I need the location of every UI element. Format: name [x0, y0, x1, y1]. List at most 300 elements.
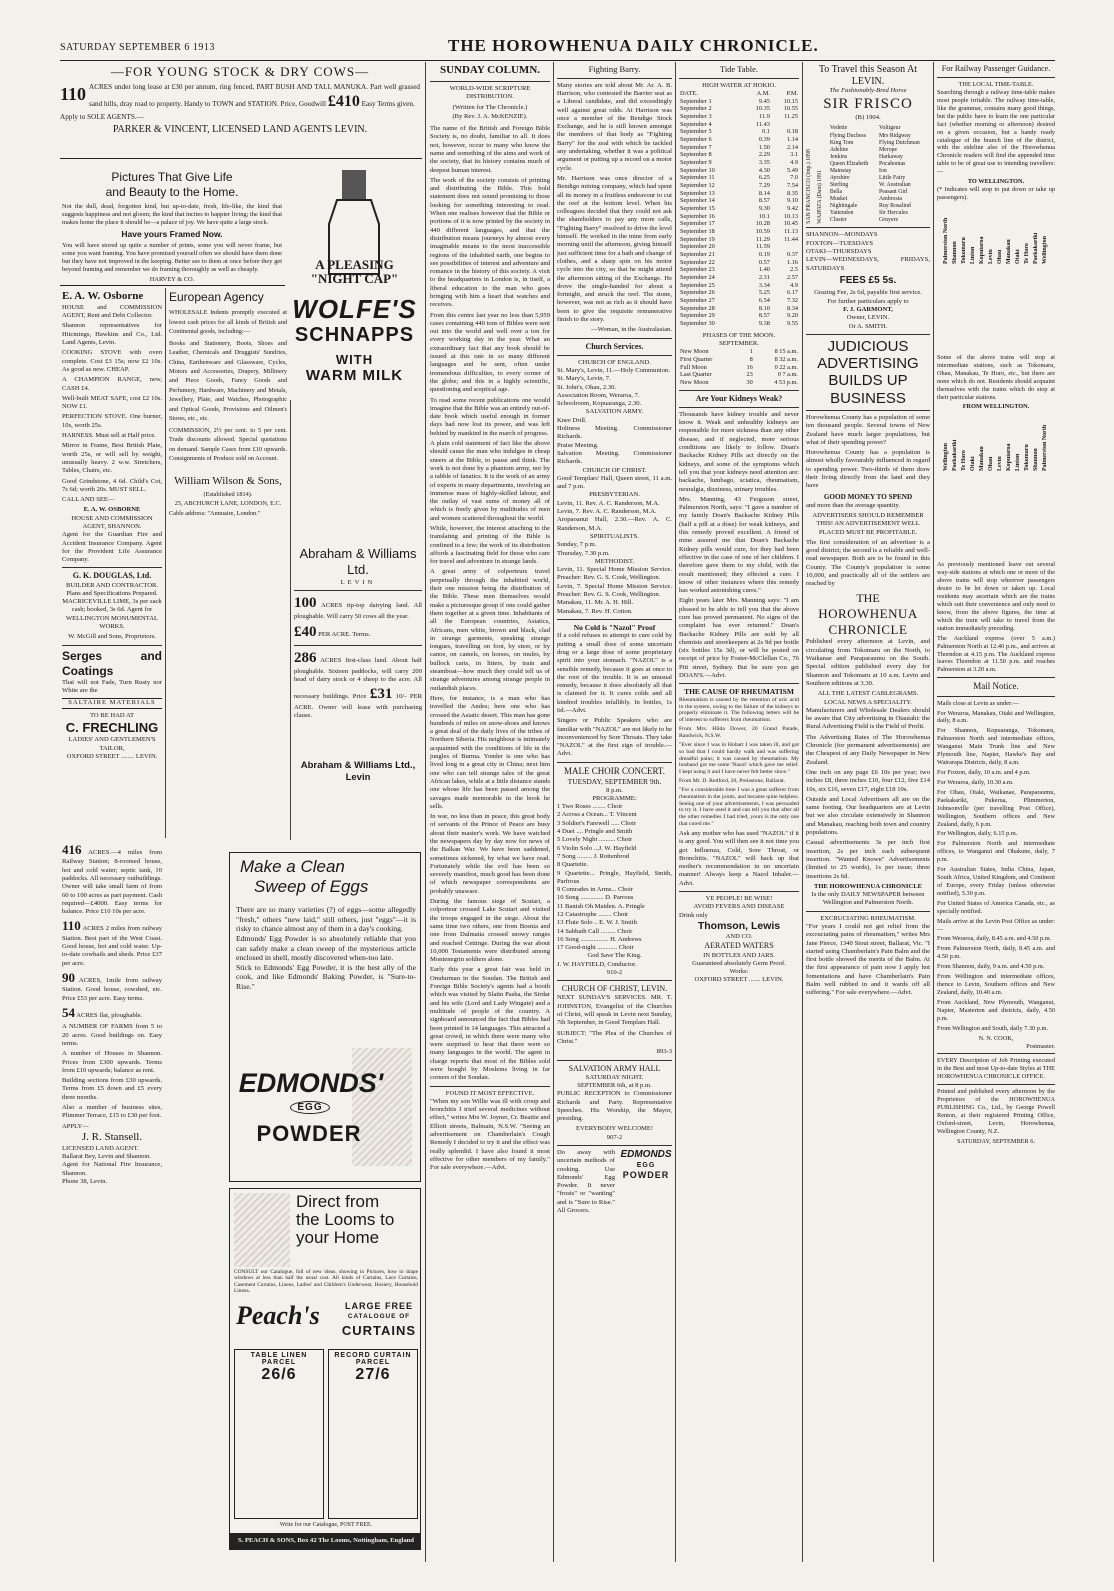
peach-t1: TABLE LINEN PARCEL: [250, 1352, 308, 1366]
rheum-paragraph: Rheumatism is caused by the retention of uric acid in the system, owing to the failure of the kidneys to properly eliminate it. The following letters will be of interest to sufferers from rheumatism.: [679, 696, 799, 724]
tide-row: September 21 0.19 0.37: [680, 251, 798, 259]
tide-row: September 19 11.29 11.44: [680, 235, 798, 243]
frisco-fee: FEES £5 5s.: [839, 274, 897, 286]
peach-h1: Direct from: [296, 1192, 380, 1211]
edmonds-small-powder: POWDER: [622, 1170, 670, 1181]
railway-p3: As previously mentioned leave out several way-side stations at which one or more of the above trains will stop wherever passengers desire to be let down or taken up. Local residents may ascertain which are the trains which suit their convenience and only need to know, from the above figures, the time at which the train will take to travel from the station immediately preceding.: [937, 561, 1055, 632]
tide-row: September 27 6.54 7.32: [680, 297, 798, 305]
sunday-paragraph: During the famous siege of Scutari, a colporteur crossed Lake Scutari and visited the troops engaged in the siege. About the same time two others, one from Bosnia and one from Dalmatia crossed snowy ranges and reached Cettinge. During the war about 10,000 Testaments were distributed among Montenegrin soldiers alone.: [430, 898, 550, 964]
serges-got: TO BE HAD AT: [89, 711, 135, 719]
station-label: Paekakariki: [1032, 232, 1039, 264]
frisco-date: OTAKI—THURSDAYS: [806, 247, 872, 255]
rheum-paragraph: From Mr. D. Redford, 20, Prelastone, Ballarat.: [679, 778, 786, 785]
sunday-paragraph: A plain cold statement of fact like the above should cause the man who indulges in cheap sneers at the Bible, to pause and think. The work is not done by a phantom army, nor by a rabble of fanatics. It is the work of an army of experts in many departments, involving an immense mass of highly-skilled labour, and the outlay of vast sums of money all of which is freely given by multitudes of men and women scattered throughout the world.: [430, 440, 550, 522]
edmonds-small-brand: EDMONDS: [620, 1148, 672, 1160]
tide-column: [679, 64, 799, 1554]
masthead-rule: [60, 60, 1055, 61]
ad-pictures-h1: Pictures That Give Life: [111, 170, 233, 184]
peach-h2: the Looms to: [296, 1209, 395, 1229]
thomson-addr: OXFORD STREET ....... LEVIN.: [694, 976, 784, 984]
mail-postmaster: N. N. COOK,: [978, 1034, 1014, 1042]
mail-item: For Australian States, India China, Japan, South Africa, United Kingdom, and Continent of Europe, every Friday (unless otherwise notified), 5.30 p.m.: [937, 866, 1055, 897]
station-label: Ohau: [987, 457, 994, 472]
judicious-p3: and more than the average quantity.: [806, 501, 901, 509]
ad-wolfes-slogan2: "NIGHT CAP": [310, 271, 399, 287]
tide-row: September 20 11.59: [680, 243, 770, 251]
church-item: Good Templars' Hall, Queen street, 11 a.m. and 7 p.m.: [557, 474, 672, 491]
peach-note: Write for our Catalogue, POST FREE.: [279, 1522, 373, 1528]
tide-row: September 4 11.43: [680, 120, 770, 128]
church-item: Schoolroom, Kopuaranga, 2.30.: [557, 400, 642, 408]
kidneys-paragraph: Mrs. Manning, 43 Ferguson street, Palmerston North, says: "I gave a number of my family Doan's Backache Kidney Pills (half a pill at a dose) for weak kidneys, and this remedy proved excellent. A friend of mine assured me that Doan's Backache Kidney pills would cure, for they had been effective in the case of one of her children. I therefore gave them to my child, with the result mentioned; they effected a cure. I know of other instances where this remedy has worked astonishing cures.": [679, 495, 799, 595]
ad-pictures: [62, 170, 282, 282]
concert-item: 10 Song .............. D. Parrous: [557, 894, 634, 902]
serges-heading: Serges and Coatings: [62, 648, 162, 678]
osborne-footer3: Agent for the Guardian Fire and Accident Insurance Company. Agent for the Provident Life Assurance Company.: [62, 531, 162, 564]
mail-item: From Shannon, daily, 9 a.m. and 4.50 p.m.: [937, 963, 1045, 971]
pedigree-row: Nightingale Ruy Rosalind: [829, 203, 911, 210]
ad-wolfes: [287, 164, 422, 390]
frechling-name: C. FRECHLING: [65, 720, 159, 736]
peach-h3: your Home: [296, 1227, 380, 1247]
concert-item: 17 Good-night ............ Choir: [557, 944, 634, 952]
mail-item: From Palmerston North, daily, 8.45 a.m. and 4.50 p.m.: [937, 945, 1055, 961]
station-label: Kopuiaroa: [978, 236, 985, 264]
frisco-date: LEVIN—WEDNESDAYS, FRIDAYS, SATURDAYS: [806, 256, 930, 272]
issue-date: SATURDAY SEPTEMBER 6 1913: [60, 42, 215, 53]
concert-item: 8 Quartette.: [557, 861, 589, 869]
stansell-apply: APPLY—: [62, 1122, 89, 1130]
ad-young-stock-acres: 110: [60, 84, 87, 105]
european-firm: William Wilson & Sons,: [174, 475, 282, 488]
church-item: SALVATION ARMY.: [585, 408, 644, 416]
chronicle-local: LOCAL NEWS A SPECIALITY.: [824, 698, 912, 706]
tide-row: September 17 10.28 10.45: [680, 220, 798, 228]
chronicle-p1: Published every afternoon at Levin, and circulating from Tokomaru on the North, to Waikanae and Paraparaumu on the South. Special edition published every day for Shannon and Tokomaru at 10 a.m. Levin and Southern editions at 3.30.: [806, 638, 930, 687]
masthead: [60, 38, 1050, 60]
nazol-p: If a cold refuses to attempt to cure cold by putting a small dose of some uncertain drug or a large dose of some proprietary spirit into your stomach. "NAZOL" is a sensible remedy, because it goes at once to the root of the trouble. It is an unusual remedy, because it does absolutely all that is claimed for it. It cures colds and all kindred troubles infallibly. In bottles, 1s 6d.—Advt.: [557, 632, 672, 714]
railway-heading: For Railway Passenger Guidance.: [941, 64, 1051, 73]
ad-young-stock-price: £410: [327, 93, 360, 111]
tide-row: September 2 10.35 10.55: [680, 105, 798, 113]
chronicle-p5: Outside and Local Advertisers all are on the same footing. Our headquarters are at Levin but we also circulate extensively in Shannon and Manakau, reaching both town and country populations.: [806, 795, 930, 837]
imprint: Printed and published every afternoon by the Proprietors of the HOROWHENUA PUBLISHING Co., Ltd., by George Powell Renton, at their registered Printing Office, Oxford-street, Levin, Horowhenua, Wellington County, N.Z.: [937, 1088, 1055, 1135]
concert-item: 4 Duet .... Pringle and Smith: [557, 828, 633, 836]
pedigree-row: Bella Peasant Girl: [829, 189, 908, 196]
abraham-a2p: £31: [369, 685, 393, 702]
barry-paragraph: Mr. Harrison was once director of a Bendigo mining company, which had spent all its money in a fruitless endeavour to cut the reef at the bottom level. When his colleagues decided that they could not ask the shareholders to pay any more calls, "Fighting Barry" resolved to drive the level himself. He worked in the mine from early morning until the afternoon, giving himself just sufficient time for a bath and change of clothes, and a sharp spin on his motor cycle into the city, so that he might attend the afternoon sitting of the Exchange. He drove the single-handed for about a fortnight, and struck the reef. The stone, however, was not as rich as it should have been to give the requisite remunerative finish to the story.: [557, 174, 672, 324]
kidneys-paragraph: Eight years later Mrs. Manning says: "I am pleased to be able to tell you that the above cure has proved permanent. No signs of the complaint has ever returned." Doan's Backache Kidney Pills are sold by all chemists and storekeepers at 2s 9d per bottle (six bottles 15s 3d), or will be posted on receipt of price by Foster-McClellan Co., 76 Pitt street, Sydney. But be sure you get DOAN'S.—Advt.: [679, 597, 799, 680]
railway-p: Searching through a railway time-table makes most people irritable. The railway time-table, like the grammar, contains many good things, but the public have to learn the one particular fact (whether morning or afternoon) desired on a given occasion, but a handy ready catalogue of the branch line of the district, with the sideline also of the Horowhenua Chronicle readers will find the appended time table to be of great use to intending travellers:—: [937, 89, 1055, 176]
ad-young-stock: [60, 64, 420, 156]
concert-item: 13 Flute Solo .. E. W. J. Smith: [557, 919, 637, 927]
tide-row: September 30 9.38 9.55: [680, 320, 798, 328]
moon-phase-row: Full Moon 16 0 22 a.m.: [680, 363, 798, 371]
thomson-t1: YE PEOPLE! BE WISE!: [705, 895, 773, 903]
thomson-bot: IN BOTTLES AND JARS.: [703, 951, 775, 959]
stansell-p1: A NUMBER OF FARMS from 5 to 20 acres. Good buildings on. Easy terms.: [62, 1023, 162, 1047]
nazol-heading: No Cold is "Nazol" Proof: [573, 622, 656, 632]
sunday-paragraph: Here, for instance, is a man who has travelled the Andes; here one who has crossed the Asiatic desert. This man has gone hundreds of miles on snow-shoes and knows a great deal of the daily lives of the tribes of Northern Siberia. His neighbour is intimately acquainted with the conditions of life in the jungles of Burma. Yonder is one who has lived long in a great city in China; next him one who can tell strange tales of the great African lakes, while at a little distance stands one whose life has been passed among the savages made memorable in the book he sells.: [430, 694, 550, 810]
ad-wolfes-with: WITH: [335, 352, 374, 367]
pedigree-row: Ayrshire Little Fairy: [829, 174, 906, 181]
tide-row: September 25 3.34 4.9: [680, 281, 798, 289]
chronicle-name2: CHRONICLE: [828, 622, 908, 638]
douglas-l3: W. McGill and Sons, Proprietors.: [68, 633, 156, 641]
abraham-town: LEVIN: [340, 578, 376, 586]
osborne-item: A CHAMPION RANGE, new, CASH £4.: [62, 376, 162, 392]
tide-row: September 9 3.35 4.9: [680, 159, 798, 167]
church-item: Holiness Meeting. Commissioner Richards.: [557, 425, 672, 441]
ad-young-stock-agents: PARKER & VINCENT, LICENSED LAND AGENTS LEVIN.: [112, 123, 368, 135]
edmonds-h2: Sweep of Eggs: [254, 877, 369, 896]
sunday-heading: SUNDAY COLUMN.: [439, 64, 541, 76]
railway-from-wellington: FROM WELLINGTON.: [962, 403, 1030, 411]
kidneys-paragraph: Thousands have kidney trouble and never know it. Weak and unhealthy kidneys are responsible for more sickness than any other disease, and if neglected, more serious conditions are likely to follow. Doan's Backache Kidney Pills act directly on the kidneys, and some of the symptoms which tell you that your kidneys need attention are: backache, lumbago, sciatica, rheumatism, neuralgia, dizziness, urinary troubles.: [679, 410, 799, 493]
thomson-gu: Guaranteed absolutely Germ Proof.: [692, 959, 786, 967]
timetable-to-wellington: [937, 204, 1055, 354]
ad-abraham: [294, 400, 422, 840]
serges-materials: SALTAIRE MATERIALS: [62, 698, 162, 708]
chronicle-p2: Manufacturers and Wholesale Dealers should be aware that City advertising in Otautahi: the Rural Advertising Field is the Field of Profit.: [806, 706, 930, 731]
mail-item: For United States of America Canada, etc., as specially notified.: [937, 899, 1055, 915]
church-item: Levin, 11. Special Home Mission Service. Preacher: Rev. G. S. Cook, Wellington.: [557, 566, 672, 582]
concert-item: 6 Violin Solo ...J. W. Hayfield: [557, 844, 637, 852]
osborne-item: Good Grindstone, 4 6d. Child's Cot, 7s 6d; worth 20s. MUST SELL.: [62, 477, 162, 493]
judicious-heading: JUDICIOUS ADVERTISING BUILDS UP BUSINESS: [817, 337, 919, 407]
tide-row: September 28 8.10 8.34: [680, 304, 798, 312]
coc-p: NEXT SUNDAY'S SERVICES. MR. T. JOHNSTON, Evangelist of the Churches of Christ, will speak in Levin next Sunday, 7th September, in Good Templars Hall.: [557, 994, 672, 1027]
peach-cat: CATALOGUE OF: [347, 1313, 411, 1320]
tide-row: September 22 0.57 1.16: [680, 258, 798, 266]
concert-time: 8 p.m.: [606, 786, 623, 794]
douglas-l2: Plans and Specifications Prepared. MACRICEVILLE LIME, 3s per sack cash; booked, 3s 6d. Agent for WELLINGTON MONUMENTAL WORKS.: [62, 589, 162, 631]
sunday-paragraph: From this centre last year no less than 5,959 cases containing 440 tons of Bibles were sent out into the world and well over a ton for every working day in the year. What an extraordinary fact that any book should be issued at this rate in so many different languages and be sent, often under tremendous difficulties, to every corner of the globe; and this in a highly scientific, questioning and sceptical age.: [430, 311, 550, 394]
sunday-paragraph: The work of the society consists of printing and distributing the Bible. This bold statement does not sound promising to those looking for something interesting to read. When one realises however that the Bible or portions of it is now printed by the society in 440 different languages, and that the distribution means journeys by almost every imaginable means to the most inaccessible regions of the inhabited earth, one begins to see possibilities of interest and adventure and romance in the history of this society. A visit to the headquarters in London is, in itself, a liberal education to the man who goes bringing with him a heart that watches and receives.: [430, 176, 550, 309]
window-illustration: [234, 1193, 290, 1267]
salv-time: SEPTEMBER 6th, at 8 p.m.: [577, 1081, 652, 1089]
sunday-paragraph: To read some recent publications one would imagine that the Bible was an entirely out-of-date book which useful enough in former days had now lost its power, and was left behind by mankind in the march of progress.: [430, 396, 550, 437]
coc-heading: CHURCH OF CHRIST, LEVIN.: [561, 984, 668, 994]
salv-welcome: EVERYBODY WELCOME!: [575, 1125, 654, 1133]
european-est: (Established 1814).: [203, 490, 253, 498]
church-item: PRESBYTERIAN.: [589, 491, 640, 499]
church-item: CHURCH OF CHRIST.: [582, 466, 647, 474]
pedigree-row: King Tom Flying Dutchman: [829, 139, 920, 146]
douglas-l1: BUILDER AND CONTRACTOR.: [65, 581, 158, 589]
tide-row: September 7 1.50 2.14: [680, 143, 798, 151]
middle-column: [557, 64, 672, 1554]
sunday-column: [430, 64, 550, 1554]
station-label: Manakau: [1005, 239, 1012, 264]
station-label: Kopuiaroa: [1005, 443, 1012, 472]
abraham-a1p: £40: [294, 624, 317, 641]
rheum-heading: THE CAUSE OF RHEUMATISM: [684, 687, 794, 697]
judicious-adv: ADVERTISERS SHOULD REMEMBER THIS! AN ADVERTISEMENT WELL PLACED MUST BE PROFITABLE.: [812, 511, 924, 536]
ad-wolfes-brand1: WOLFE'S: [292, 294, 417, 324]
station-label: Te Horo: [960, 450, 967, 472]
abraham-a1pt: PER ACRE. Terms.: [318, 631, 371, 639]
concert-prog: PROGRAMME:: [592, 794, 637, 802]
ad-pictures-body: Not the dull, dead, forgotten kind, but up-to-date, fresh, life-like, the kind that suggests happiness and not gloom; the kind that incites to happier living; the kind that makes home the place it should be—a palace of joy. We have quite a large stock.: [62, 203, 282, 227]
timetable-from-wellington: [937, 411, 1055, 561]
church-item: SPIRITUALISTS.: [590, 532, 639, 540]
paper-title: THE HOROWHENUA DAILY CHRONICLE.: [448, 36, 819, 55]
pedigree-row: Vedette Voltigeur: [829, 125, 901, 132]
concert-item: 14 Sabbath Call ......... Choir: [557, 927, 633, 935]
european-body: WHOLESALE Indents promptly executed at lowest cash prices for all kinds of British and Continental goods, including:—: [169, 309, 287, 336]
concert-item: 12 Catastrophe ........ Choir: [557, 911, 629, 918]
church-item: Levin, 7. Rev. A. C. Randerson, M.A.: [557, 508, 657, 516]
edmonds-powder: POWDER: [256, 1121, 362, 1146]
church-item: Knee Drill.: [557, 416, 587, 424]
stansell-a: Ballarat Bey, Levin and Shannon.: [62, 1153, 151, 1161]
concert-item: 1 Two Roses ........ Choir: [557, 803, 623, 811]
pedigree-row: Mainstay Ion: [829, 167, 887, 174]
tide-table: DATE. A.M. P.M. September 1 9.45 10.15 September 2 10.35 10.55 September 3 11.9 11.25 September 4 11.43 September 5 0.1 0.18 September 6 0.39 1.14 September 7 1.50 2.14 September 8 2.29 3.1 September 9 3.35 4.9 September 10 4.30 5.49 September 11 6.25 7.0 September 12 7.29 7.54 September 13 8.14 8.35 September 14 8.57 9.10 September 15 9.30 9.42 September 16 10.1 10.13 September 17 10.28 10.45 September 18 10.59 11.13 September 19 11.29 11.44 September 20 11.59 September 21 0.19 0.37 September 22 0.57 1.16 September 23 1.40 2.5 September 24 2.31 2.57 September 25 3.34 4.9 September 26 5.25 6.17 September 27 6.54 7.32 September 28 8.10 8.34 September 29 8.57 9.20 September 30 9.38 9.55: [680, 90, 798, 328]
european-addr: 25, ABCHURCH LANE, LONDON, E.C.: [174, 500, 282, 508]
rheum-paragraph: "For a considerable time I was a great sufferer from rheumatism in the joints, and became quite helpless. Seeing one of your advertisements, I was persuaded to try it. I have used it and can tell you that after all the other remedies I had tried, yours is the only one that cured me.": [679, 786, 799, 828]
edmonds-small-text: Do away with uncertain methods of cooking. Use Edmonds' Egg Powder. It never "frosts" or "wanting" and is "Sure to Rise." All Grocers.: [557, 1148, 615, 1215]
chronicle-p3: The Advertising Rates of The Horowhenua Chronicle (for permanent advertisements) are the Cheapest of any Daily Newspaper in New Zealand.: [806, 733, 930, 766]
peach-large: LARGE FREE: [344, 1301, 413, 1311]
european-cable: Cable address: "Annuaire, London.": [169, 509, 261, 517]
tide-row: September 23 1.40 2.5: [680, 266, 798, 274]
mail-item: For Foxton, daily, 10 a.m. and 4 p.m.: [937, 768, 1031, 776]
station-label: Manakau: [978, 446, 985, 472]
peach-p1: 26/6: [261, 1366, 297, 1383]
sunday-by2: (By Rev. J. A. McKENZIE).: [452, 112, 528, 120]
sunday-paragraph: Early this year a great fair was held in Omdurman in the Soudan. The British and Foreign Bible Society's agents had a booth which was visited by Slatin Pasha, the Sirdar and his wife (Lord and Lady Wingate) and a multitude of people of the country. A signboard announced the fact that Bibles had been printed in 14 languages. This attracted a great crowd, in which there were many who were surprised to hear that there were so many languages in the world. The agent in charge reports that most of the Bibles sold were bought by Moslems living in far corners of the Soudan.: [430, 966, 550, 1082]
station-label: Linton: [969, 246, 976, 264]
edmonds-small-egg: EGG: [636, 1161, 656, 1169]
frisco-year: (B) 1904.: [855, 114, 881, 122]
station-label: Ohau: [996, 249, 1003, 264]
peach-curtains: CURTAINS: [341, 1323, 417, 1338]
mail-item: For Shannon, Kopuaranga, Tokomaru, Palmerston North and intermediate offices, Wanganui Main Trunk line and New Plymouth line, Napier, Hawke's Bay and Wairarapa Districts, daily, 8 a.m.: [937, 727, 1055, 767]
concert-cond: J. W. HAYFIELD, Conductor.: [557, 960, 637, 968]
found-heading: FOUND IT MOST EFFECTIVE.: [445, 1089, 535, 1097]
peach-headline: [296, 1193, 394, 1247]
pedigree-row: Adeline Merope: [829, 146, 898, 153]
concert-code: 910-2: [606, 969, 623, 977]
coc-subj: SUBJECT: "The Plea of the Churches of Christ.": [557, 1029, 672, 1045]
frisco-loc: Owner, LEVIN.: [846, 314, 890, 322]
edmonds-body: There are so many varieties (?) of eggs—some allegedly "fresh," others "new laid," still others, just "eggs"—it is risky to chance almost any of them in a day's cooking.: [236, 905, 416, 934]
tide-row: September 29 8.57 9.20: [680, 312, 798, 320]
sunday-paragraph: In war, no less than in peace, this great body of servants of the Prince of Peace are busy about their master's work. We have watched the newspapers day by day now for news of the Balkan War. We have been saddened, sometimes sickened, by what we have read. Fortunately while the evil has been so severely manifest, much good has been done of which newspaper correspondents are probably unaware.: [430, 813, 550, 895]
cook-illustration: [352, 1048, 412, 1166]
church-item: Sunday, 7 p.m.: [557, 541, 597, 549]
phases-heading: PHASES OF THE MOON.: [702, 331, 776, 339]
osborne-item: HARNESS. Must sell at Half price.: [62, 432, 156, 440]
mail-item: For Weraroa, Manakau, Otaki and Wellington, daily, 8 a.m.: [937, 709, 1055, 725]
frisco-apply: For further particulars apply to: [827, 297, 909, 305]
european-comm: COMMISSION, 2½ per cent. to 5 per cent. Trade discounts allowed. Special quotations on demand. Sample Cases from £10 upwards. Consignments of Produce sold on Account.: [169, 426, 287, 462]
stansell-name: J. R. Stansell.: [81, 1130, 143, 1143]
tide-row: September 8 2.29 3.1: [680, 151, 798, 159]
sunday-paragraph: While, however, the interest attaching to the translating and printing of the Bible is confined to a few; the work of its distribution affords a fascinating field for those who care for travel and adventure in strange lands.: [430, 525, 550, 566]
thomson-aw: AERATED WATERS: [704, 941, 774, 951]
tide-row: September 11 6.25 7.0: [680, 174, 798, 182]
serges-sub: That will not Fade, Turn Rusty nor White are the: [62, 678, 162, 695]
tide-row: September 10 4.30 5.49: [680, 166, 798, 174]
frisco-grazing: Grazing Fee, 2s 6d, payable first service.: [814, 289, 922, 297]
station-label: Palmerston North: [942, 217, 949, 264]
abraham-a2: 286: [294, 650, 317, 667]
church-item: St. Mary's, Levin, 11.—Holy Communion.: [557, 366, 670, 374]
church-item: Levin, 7. Special Home Mission Service. Preacher: Rev. G. S. Cook, Wellington.: [557, 582, 672, 598]
tide-heading: Tide Table.: [719, 64, 759, 74]
mail-item: From Weraroa, daily, 8.45 a.m. and 4.50 p.m.: [937, 935, 1052, 943]
ad-stansell: [62, 842, 162, 1562]
concert-item: 9 Quartette... Pringle, Hayfield, Smith, Parfrous: [557, 869, 672, 885]
peach-brand: Peach's: [236, 1301, 320, 1330]
chronicle-p4: One inch on any page £6 10s per year; two inches £8, three inches £10, four £12, five £14 10s, six £16, seven £17, eight £18 10s.: [806, 768, 930, 793]
tide-row: September 16 10.1 10.13: [680, 212, 798, 220]
frisco-sire: SAN FRANCISCO (Imp.) 1898: [806, 149, 812, 225]
farm-listing: 416 ACRES.—4 miles from Railway Station; 8-roomed house, hot and cold water; septic tank, 10 paddocks. All necessary outbuildings. Owner will take small farm of from 60 to 100 acres as part payment. Cash required—£4000. Easy terms for balance. Price £10 10s per acre.: [62, 842, 162, 916]
nazol-p2: Singers or Public Speakers who are familiar with "NAZOL" are not likely to be inconvenienced by Sore Throats. They take "NAZOL" at the first sign of trouble.—Advt.: [557, 717, 672, 758]
coc-code: 893-3: [656, 1048, 672, 1056]
frisco-dam: WAIPATA (Dam) 1891: [817, 170, 824, 225]
rheum-paragraph: From Mrs. Hilda Dower, 20 Grand Parade, Randwick, N.S.W.: [679, 726, 799, 740]
abraham-a2t: ACRES first-class land. About half ploughable. Sixteen paddocks, will carry 200 head of dairy stock or 4 sheep to the acre. All necessary buildings. Price: [294, 657, 422, 700]
pedigree-row: Yattendon Sir Hercules: [829, 210, 908, 217]
ad-wolfes-brand2: SCHNAPPS: [294, 324, 415, 346]
mail-item: For Palmerston North and intermediate offices, to Wanganui and Ohakune, daily, 7 p.m.: [937, 840, 1055, 864]
kidneys-heading: Are Your Kidneys Weak?: [695, 393, 783, 403]
railway-note2: Some of the above trains will stop at intermediate stations, such as Tokomaru, Ohau, Manakau, Te Horo, etc., but there are none which do not. Residents should acquaint themselves with the trains which do stop at their particular stations.: [937, 353, 1055, 401]
concert-item: 5 Lovely Night .......... Choir: [557, 836, 633, 844]
church-item: Levin, 11. Rev. A. C. Randerson, M.A.: [557, 499, 660, 507]
judicious-p2: Horowhenua County has a population is almost wholly favourably influenced in regard to spending power. Two-thirds of them draw their living directly from the land and they have: [806, 449, 930, 490]
tide-row: September 1 9.45 10.15: [680, 97, 798, 105]
chronicle-the: THE: [856, 590, 880, 605]
excrut-p: "For years I could not get relief from the excruciating pains of rheumatism," writes Mrs Jane Pierce, 1340 Stout street, Ballarat, Vic. "I started using Chamberlain's Pain Balm and the first bottle showed the merits of the Balm. At the first appearance of pain now I apply hot fomentations and have Chamberlain's Pain Balm well rubbed in and it wards off all suffering." For sale everywhere.—Advt.: [806, 922, 930, 997]
church-item: Praise Meeting.: [557, 441, 599, 449]
railway-to-wellington: TO WELLINGTON.: [967, 178, 1025, 186]
divider: [60, 285, 285, 286]
mail-item: Mails arrive at the Levin Post Office as under:—: [937, 917, 1055, 933]
edmonds-body3: Stick to Edmonds' Egg Powder, it is the best ally of the cook, and like Edmonds' Baking Powder, is "Sure-to-Rise.": [236, 962, 416, 991]
tide-row: September 14 8.57 9.10: [680, 197, 798, 205]
station-label: Shannon: [1032, 448, 1039, 472]
railway-sub: THE LOCAL TIME-TABLE.: [958, 81, 1034, 89]
farm-listing: 90 ACRES, 1mile from railway Station. Good house, cowshed, etc. Price £53 per acre. Easy terms.: [62, 970, 162, 1002]
pedigree-row: Flying Duchess Mrs Ridgway: [829, 132, 911, 139]
concert-item: 3 Soldier's Farewell ..... Choir: [557, 819, 637, 827]
station-label: Palmerston North: [1041, 425, 1048, 472]
church-item: Salvation Meeting. Commissioner Richards.: [557, 449, 672, 466]
station-label: Paekakariki: [951, 440, 958, 472]
concert-date: TUESDAY, SEPTEMBER 9th.: [567, 777, 662, 787]
edmonds-brand: EDMONDS': [238, 1068, 384, 1098]
mail-list: [937, 700, 1055, 1033]
farm-listing: 54 ACRES flat, ploughable.: [62, 1004, 143, 1020]
excrut-heading: EXCRUCIATING RHEUMATISM.: [820, 914, 916, 922]
mail-item: For Ohau, Otaki, Waikanae, Paraparaumu, Paekakariki, Pukerua, Plimmerton, Johnsonville (per travelling Post Office), Wellington, Southern offices and New Zealand, daily, 6 p.m.: [937, 788, 1055, 828]
judicious-p4: The first consideration of an advertiser is a good district; the second is a reliable and well-read newspaper. Both are to be found in this County. The County's population is some 10,000, and practically all of the settlers are reached by: [806, 538, 930, 588]
ad-pictures-body2: You will have stored up quite a number of prints, some you will never frame, but some you want framing. You have promised yourself often we should have them done but they have not improved in the keeping. Better see to them at once before they get beyond framing and remember we do framing thoroughly as well as cheaply.: [62, 242, 282, 274]
church-item: Manakau, 11. Mr. A. H. Hill.: [557, 599, 634, 607]
station-label: Wellington: [942, 443, 949, 472]
salv-heading: SALVATION ARMY HALL: [568, 1063, 661, 1073]
mail-postmaster-title: Postmaster.: [1026, 1042, 1055, 1050]
stansell-ph: Phone 38, Levin.: [62, 1177, 108, 1185]
thomson-co: AND CO.: [725, 933, 753, 941]
pedigree-row: Jenkins Harkaway: [829, 153, 903, 160]
chronicle-name: HOROWHENUA: [818, 605, 918, 621]
concert-heading: MALE CHOIR CONCERT.: [563, 765, 666, 776]
mail-item: For Weraroa, daily, 10.30 a.m.: [937, 778, 1014, 786]
concert-item: 11 Banish Oh Maiden. A. Pringle: [557, 902, 645, 910]
ad-edmonds: [229, 852, 421, 1182]
chronicle-p6: Casual advertisements 3s per inch first insertion, 2s per inch each subsequent insertion. "Wanted Known" Advertisements (limited to 25 words), 1s per issue; three insertions 2s 6d.: [806, 839, 930, 880]
mail-heading: Mail Notice.: [973, 681, 1019, 692]
thomson-drink: Drink only: [679, 911, 708, 919]
tide-sub: HIGH WATER AT HOKIO.: [702, 81, 776, 89]
station-label: Wellington: [1041, 235, 1048, 264]
ad-pictures-firm: HARVEY & CO.: [149, 276, 195, 282]
frisco-date: FOXTON—TUESDAYS: [806, 239, 874, 247]
ad-wolfes-slogan: [291, 258, 418, 287]
salv-code: 907-2: [606, 1133, 623, 1141]
ad-pictures-h3: Have yours Framed Now.: [121, 229, 223, 240]
stansell-ins: Agent for National Fire Insurance, Shannon.: [62, 1161, 162, 1177]
imprint-date: SATURDAY, SEPTEMBER 6.: [956, 1137, 1036, 1145]
phases-table: [679, 348, 799, 386]
ad-young-stock-heading: —FOR YOUNG STOCK & DRY COWS—: [110, 64, 370, 79]
judicious-good: GOOD MONEY TO SPEND: [823, 492, 913, 501]
church-item: Aropaoanui Hall, 2.30.—Rev. A. C. Randerson, M.A.: [557, 516, 672, 532]
tide-row: September 5 0.1 0.18: [680, 128, 798, 136]
chronicle-the2: THE HOROWHENUA CHRONICLE: [813, 882, 923, 890]
tide-row: September 6 0.39 1.14: [680, 136, 798, 144]
douglas-name: G. K. DOUGLAS, Ltd.: [72, 571, 152, 581]
frisco-date: SHANNON—MONDAYS: [806, 231, 878, 239]
concert-item: God Save The King.: [587, 952, 642, 960]
found-body: "When my son Willie was ill with croup and bronchitis I tried several medicines without effect," writes Mrs W. Joyner, Cr. Beattie and Elliott streets, Balmain, N.S.W. "Seeing an advertisement on Chamberlain's Cough Remedy I decided to try it and the effect was really splendid. I have also found it most effective for other members of my family." For sale everywhere.—Advt.: [430, 1097, 550, 1172]
european-goods: Books and Stationery, Boots, Shoes and Leather, Chemicals and Druggists' Sundries, China, Earthenware and Glassware, Cycles, Motors and Accessories, Drapery, Millinery and Piece Goods, Fancy Goods and Perfumery, Hardware, Machinery and Metals, Jewellery, Plate, and Watches, Photographic and Optical Goods, Provisions and Oilmen's Stores, etc., etc.: [169, 339, 287, 423]
station-label: Linton: [1014, 454, 1021, 472]
tide-row: September 18 10.59 11.13: [680, 228, 798, 236]
rheum-paragraph: "Ever since I was in Hobart I was taken ill, and got so bad that I could hardly walk and was suffering dreadful pains; it was caused by rheumatism. My husband got me some 'Nazol' which gave me relief. I kept using it and I have never felt better since.": [679, 741, 799, 776]
station-label: Otaki: [1014, 249, 1021, 264]
tide-row: September 12 7.29 7.54: [680, 182, 798, 190]
sunday-sub: WORLD-WIDE SCRIPTURE DISTRIBUTION.: [449, 84, 531, 101]
church-heading: Church Services.: [585, 341, 644, 351]
peach-parcel-2: [328, 1349, 418, 1519]
divider: [60, 158, 422, 159]
bottle-cap: [342, 170, 366, 200]
osborne-footer: E. A. W. OSBORNE: [83, 506, 141, 514]
ad-young-stock-body: ACRES under long lease at £30 per annum, ring fenced, PART BUSH AND TALL MANUKA. Part well grassed sand hills, dray road to property. Handy to TOWN and STATION. Price, Goodwill: [89, 83, 420, 109]
station-label: Tokomaru: [960, 237, 967, 264]
station-label: Tokomaru: [1023, 444, 1030, 472]
sunday-paragraph: The name of the British and Foreign Bible Society is, no doubt, familiar to all. It does not, however, occur to many who know the name and something of the aims and work of the society, that its history contains much of deepest human interest.: [430, 125, 550, 174]
chronicle-latest: ALL THE LATEST CABLEGRAMS.: [817, 690, 919, 698]
osborne-item: PERFECTION STOVE. One burner, 10s, worth 25s.: [62, 413, 162, 429]
pedigree-row: Cluster Gruyere: [829, 217, 899, 224]
osborne-item: Well-built MEAT SAFE, cost £2 10s. NOW £1.: [62, 394, 162, 411]
station-label: Shannon: [951, 241, 958, 264]
mail-item: For Wellington, daily, 6.15 p.m.: [937, 830, 1018, 838]
moon-phase-row: New Moon 1 8 15 a.m.: [680, 348, 798, 356]
peach-parcel-1: [234, 1349, 324, 1519]
abraham-name: Abraham & Williams Ltd.: [299, 546, 417, 578]
ad-wolfes-slogan1: A PLEASING: [315, 257, 394, 272]
